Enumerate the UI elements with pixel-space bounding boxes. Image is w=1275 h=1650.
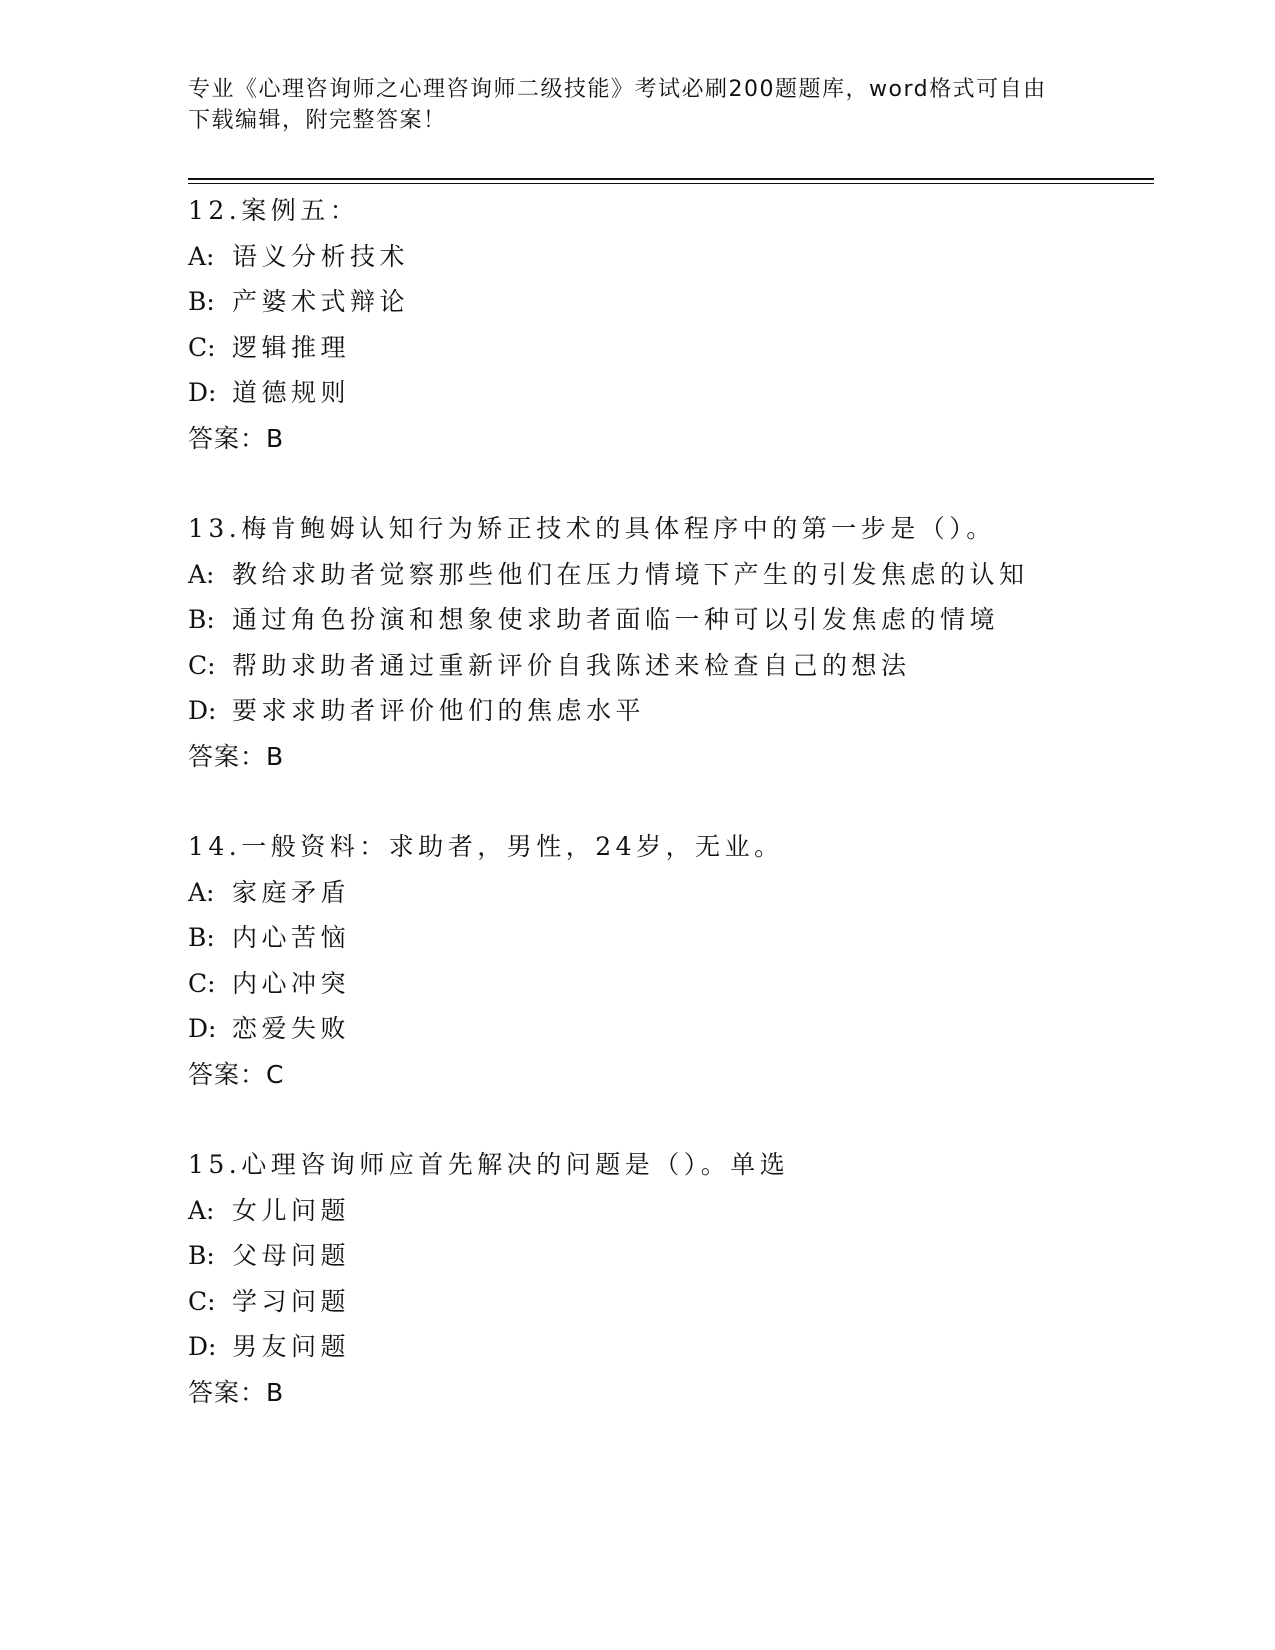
- option-text: 语义分析技术: [232, 241, 410, 271]
- option-letter: A:: [188, 877, 215, 907]
- option-a: [188, 234, 1154, 280]
- option-letter: D:: [188, 1014, 217, 1043]
- option-d: [188, 688, 1154, 734]
- option-d: [188, 1324, 1154, 1370]
- option-b: [188, 279, 1154, 325]
- option-letter: A:: [188, 241, 215, 271]
- option-letter: A:: [188, 559, 215, 589]
- question-14: [188, 824, 1154, 1097]
- option-text: 学习问题: [232, 1286, 351, 1316]
- option-text: 内心冲突: [232, 968, 351, 998]
- option-letter: C:: [188, 332, 216, 362]
- question-stem: 13.梅肯鲍姆认知行为矫正技术的具体程序中的第一步是（）。: [188, 514, 996, 543]
- option-d: [188, 370, 1154, 416]
- question-stem: 14.一般资料：求助者，男性，24岁，无业。: [188, 832, 784, 861]
- question-15: [188, 1142, 1154, 1415]
- question-12: [188, 188, 1154, 461]
- header-rule-thin: [188, 183, 1154, 184]
- option-text: 恋爱失败: [232, 1014, 351, 1043]
- option-c: [188, 325, 1154, 371]
- answer-line: 答案：B: [188, 1377, 285, 1407]
- option-text: 帮助求助者通过重新评价自我陈述来检查自己的想法: [232, 650, 911, 680]
- option-c: [188, 961, 1154, 1007]
- option-b: [188, 915, 1154, 961]
- option-b: [188, 597, 1154, 643]
- option-c: [188, 1279, 1154, 1325]
- option-text: 逻辑推理: [232, 332, 351, 362]
- option-letter: D:: [188, 378, 217, 407]
- option-letter: B:: [188, 287, 215, 316]
- answer-line: 答案：B: [188, 741, 285, 771]
- document-header: 专业《心理咨询师之心理咨询师二级技能》考试必刷200题题库，word格式可自由下载编辑，附完整答案！: [188, 77, 1047, 133]
- option-c: [188, 643, 1154, 689]
- question-stem: 15.心理咨询师应首先解决的问题是（）。单选: [188, 1150, 790, 1179]
- option-text: 家庭矛盾: [232, 877, 351, 907]
- option-text: 通过角色扮演和想象使求助者面临一种可以引发焦虑的情境: [232, 605, 1000, 634]
- option-text: 道德规则: [232, 378, 351, 407]
- question-list: [188, 188, 1154, 1460]
- option-text: 父母问题: [232, 1241, 351, 1270]
- answer-line: 答案：B: [188, 423, 285, 453]
- option-a: [188, 870, 1154, 916]
- question-13: [188, 506, 1154, 779]
- option-letter: C:: [188, 650, 216, 680]
- option-letter: B:: [188, 1241, 215, 1270]
- option-text: 男友问题: [232, 1332, 351, 1361]
- option-text: 女儿问题: [232, 1195, 351, 1225]
- option-letter: A:: [188, 1195, 215, 1225]
- header-rule-thick: [188, 178, 1154, 180]
- option-letter: C:: [188, 1286, 216, 1316]
- option-letter: C:: [188, 968, 216, 998]
- option-text: 产婆术式辩论: [232, 287, 410, 316]
- option-b: [188, 1233, 1154, 1279]
- question-stem: 12.案例五：: [188, 196, 360, 225]
- option-text: 要求求助者评价他们的焦虑水平: [232, 696, 646, 725]
- answer-line: 答案：C: [188, 1059, 285, 1089]
- option-letter: D:: [188, 1332, 217, 1361]
- option-letter: B:: [188, 605, 215, 634]
- option-letter: B:: [188, 923, 215, 952]
- option-a: [188, 1188, 1154, 1234]
- option-d: [188, 1006, 1154, 1052]
- option-a: [188, 552, 1154, 598]
- option-text: 教给求助者觉察那些他们在压力情境下产生的引发焦虑的认知: [232, 559, 1029, 589]
- option-text: 内心苦恼: [232, 923, 351, 952]
- option-letter: D:: [188, 696, 217, 725]
